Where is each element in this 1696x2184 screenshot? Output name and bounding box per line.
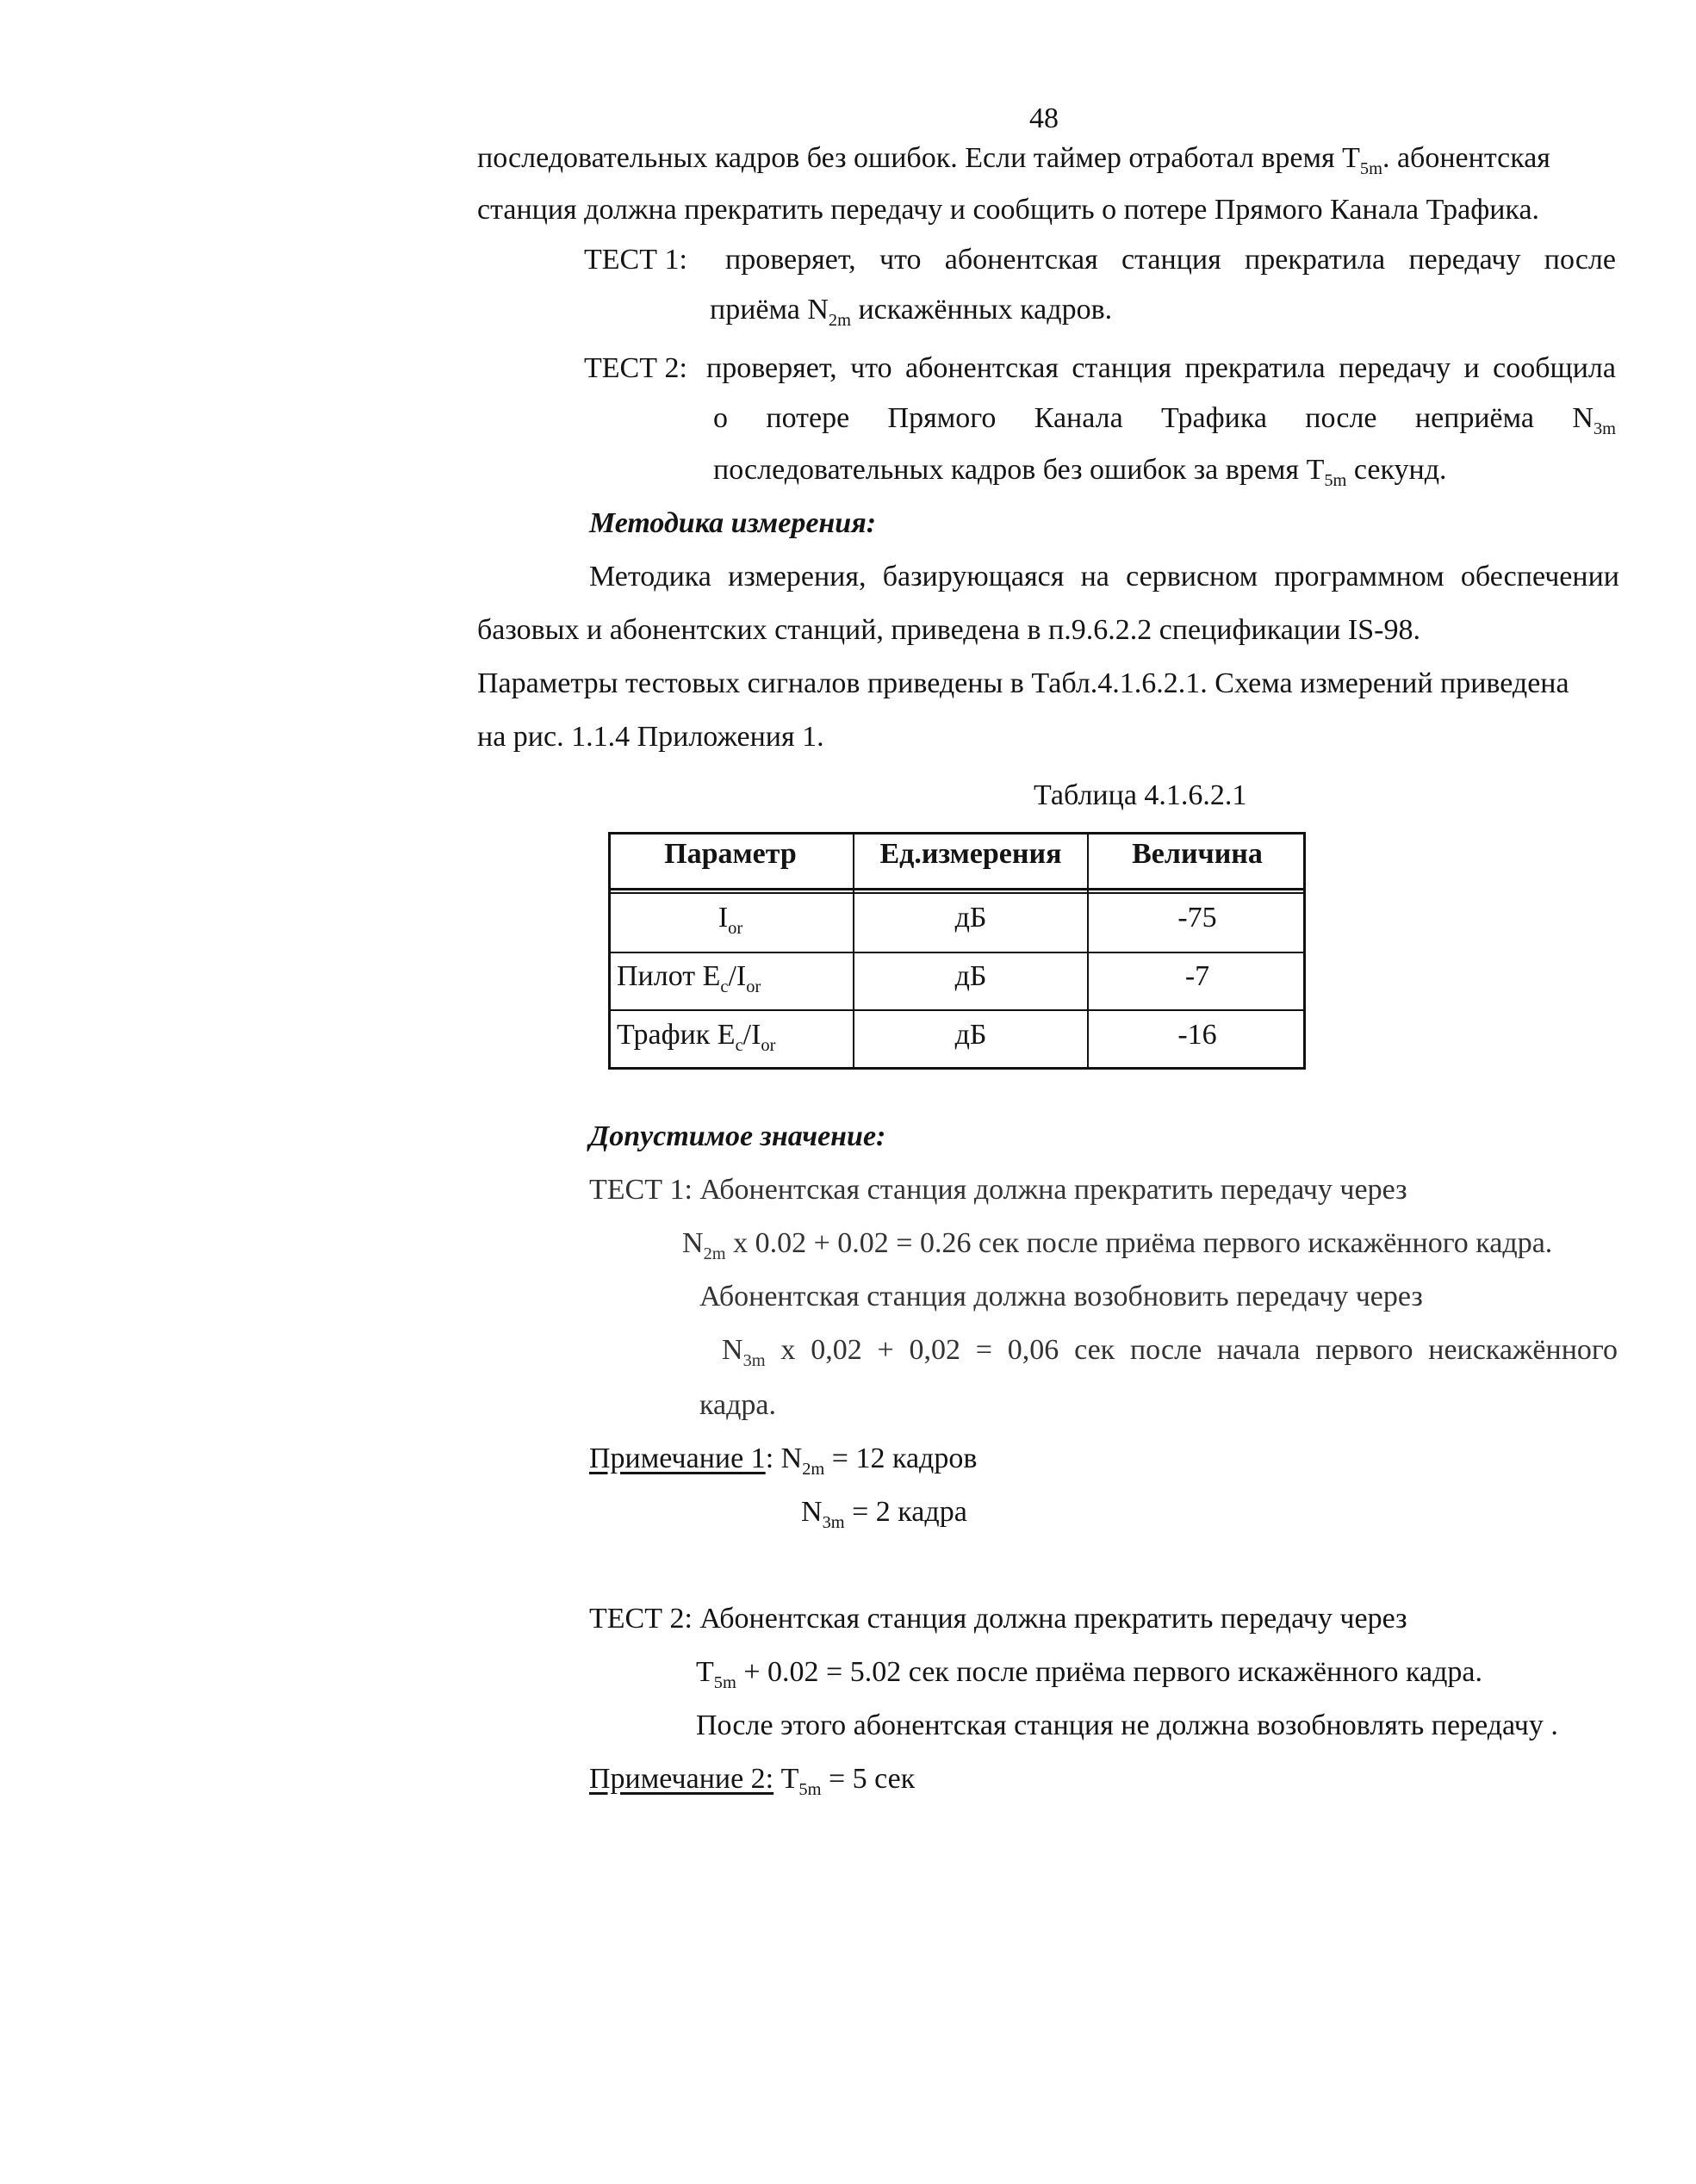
method-line-2: базовых и абонентских станций, приведена в п.9.6.2.2 спецификации IS-98. bbox=[477, 614, 1420, 646]
note1-n-sub: 2m bbox=[802, 1460, 825, 1479]
table-row-3-param-sub2: or bbox=[761, 1036, 776, 1055]
intro-line-1 bbox=[477, 141, 1550, 179]
table-row-2-value: -7 bbox=[1184, 960, 1210, 992]
note1-n3: N bbox=[801, 1496, 823, 1528]
table-row-3-param bbox=[617, 1018, 775, 1056]
table-header-value: Величина bbox=[1132, 838, 1263, 870]
acceptable-test1-formula-1-sub: 2m bbox=[703, 1244, 726, 1263]
note2-label: Примечание 2: bbox=[589, 1763, 774, 1795]
table-row-2-param bbox=[617, 959, 761, 997]
table-row-1-value: -75 bbox=[1177, 902, 1217, 934]
table-row-divider-2 bbox=[608, 1009, 1306, 1011]
intro-line-1-tail: . абонентская bbox=[1382, 142, 1550, 174]
table-row-1-unit: дБ bbox=[954, 902, 987, 934]
acceptable-heading: Допустимое значение: bbox=[589, 1120, 886, 1152]
table-row-1-param-text: I bbox=[718, 902, 729, 934]
method-line-3: Параметры тестовых сигналов приведены в Табл.4.1.6.2.1. Схема измерений приведена bbox=[477, 667, 1569, 699]
test2-line-2-text: о потере Прямого Канала Трафика после неприёма N bbox=[713, 402, 1593, 434]
test1-label: ТЕСТ 1: bbox=[584, 244, 687, 276]
note1-n3-sub: 3m bbox=[822, 1513, 845, 1532]
method-heading: Методика измерения: bbox=[589, 507, 877, 539]
test2-line-2 bbox=[713, 401, 1616, 439]
note1-line-1 bbox=[589, 1442, 977, 1480]
note1-value-1: = 12 кадров bbox=[824, 1443, 978, 1474]
acceptable-test1-formula-1-rest: x 0.02 + 0.02 = 0.26 сек после приёма первого искажённого кадра. bbox=[725, 1227, 1553, 1259]
test2-line-3-sub: 5m bbox=[1324, 471, 1347, 490]
test2-line-3-tail: секунд. bbox=[1346, 454, 1447, 486]
acceptable-test1-formula-2-sub: 3m bbox=[742, 1351, 766, 1370]
acceptable-test2-formula-rest: + 0.02 = 5.02 сек после приёма первого искажённого кадра. bbox=[736, 1656, 1482, 1688]
acceptable-test2-formula-sub: 5m bbox=[713, 1673, 736, 1692]
method-line-1: Методика измерения, базирующаяся на сервисном программном обеспечении bbox=[589, 561, 1619, 593]
test1-line-2-text: приёма N bbox=[710, 294, 829, 326]
table-row-2-unit: дБ bbox=[954, 960, 987, 992]
table-header-rule-double bbox=[608, 892, 1306, 894]
table-row-1-param bbox=[608, 901, 853, 939]
note1-label: Примечание 1 bbox=[589, 1443, 766, 1474]
acceptable-test2-formula bbox=[696, 1655, 1482, 1693]
table-row-3-param-text: Трафик E bbox=[617, 1019, 736, 1051]
table-row-2-param-sub2: or bbox=[746, 977, 761, 996]
test2-line-2-sub: 3m bbox=[1593, 419, 1616, 438]
acceptable-test1-formula-1 bbox=[682, 1226, 1552, 1264]
intro-line-1-text: последовательных кадров без ошибок. Если таймер отработал время T bbox=[477, 142, 1360, 174]
intro-line-1-sub: 5m bbox=[1359, 159, 1382, 178]
note1-line-2 bbox=[801, 1495, 967, 1533]
note1-value-2: = 2 кадра bbox=[844, 1496, 967, 1528]
table-row-3-param-tail: /I bbox=[742, 1019, 761, 1051]
test2-line-3-text: последовательных кадров без ошибок за время T bbox=[713, 454, 1325, 486]
test1-line-2-sub: 2m bbox=[828, 311, 851, 330]
note1-n: N bbox=[773, 1443, 803, 1474]
table-row-2-param-tail: /I bbox=[728, 960, 747, 992]
table-row-1-param-sub: or bbox=[728, 919, 743, 938]
acceptable-test1-line-5: кадра. bbox=[699, 1389, 776, 1421]
test2-line-1: проверяет, что абонентская станция прекратила передачу и сообщила bbox=[706, 352, 1616, 384]
acceptable-test1-line-3: Абонентская станция должна возобновить передачу через bbox=[699, 1281, 1423, 1312]
table-row-3-unit: дБ bbox=[954, 1019, 987, 1051]
table-row-divider-1 bbox=[608, 952, 1306, 953]
acceptable-test1-line-1: ТЕСТ 1: Абонентская станция должна прекратить передачу через bbox=[589, 1174, 1407, 1206]
table-header-param: Параметр bbox=[664, 838, 797, 870]
acceptable-test1-formula-1-n: N bbox=[682, 1227, 704, 1259]
table-row-2-param-text: Пилот E bbox=[617, 960, 721, 992]
note2-t-sub: 5m bbox=[798, 1780, 822, 1799]
note1-colon: : bbox=[765, 1443, 774, 1474]
note2-line bbox=[589, 1762, 915, 1800]
test1-line-2-tail: искажённых кадров. bbox=[850, 294, 1113, 326]
method-line-4: на рис. 1.1.4 Приложения 1. bbox=[477, 721, 824, 753]
acceptable-test2-line-1: ТЕСТ 2: Абонентская станция должна прекратить передачу через bbox=[589, 1603, 1407, 1635]
table-row-2-param-sub: c bbox=[720, 977, 729, 996]
table-caption: Таблица 4.1.6.2.1 bbox=[1034, 779, 1247, 811]
note2-value: = 5 сек bbox=[821, 1763, 916, 1795]
acceptable-test1-formula-2 bbox=[722, 1333, 1618, 1371]
table-row-3-value: -16 bbox=[1177, 1019, 1217, 1051]
acceptable-test2-line-3: После этого абонентская станция не должна возобновлять передачу . bbox=[696, 1709, 1558, 1741]
acceptable-test1-formula-2-n: N bbox=[722, 1334, 743, 1366]
page-number: 48 bbox=[1029, 102, 1059, 134]
acceptable-test2-formula-t: T bbox=[696, 1656, 714, 1688]
test2-label: ТЕСТ 2: bbox=[584, 352, 687, 384]
table-header-unit: Ед.измерения bbox=[879, 838, 1062, 870]
test1-line-2 bbox=[710, 293, 1112, 331]
table-row-3-param-sub: c bbox=[735, 1036, 743, 1055]
intro-line-2: станция должна прекратить передачу и сообщить о потере Прямого Канала Трафика. bbox=[477, 194, 1540, 226]
note2-t: T bbox=[773, 1763, 799, 1795]
test2-line-3 bbox=[713, 453, 1447, 491]
test1-line-1: проверяет, что абонентская станция прекратила передачу после bbox=[725, 244, 1616, 276]
acceptable-test1-formula-2-rest: x 0,02 + 0,02 = 0,06 сек после начала первого неискажённого bbox=[765, 1334, 1618, 1366]
table-header-rule bbox=[608, 888, 1306, 890]
